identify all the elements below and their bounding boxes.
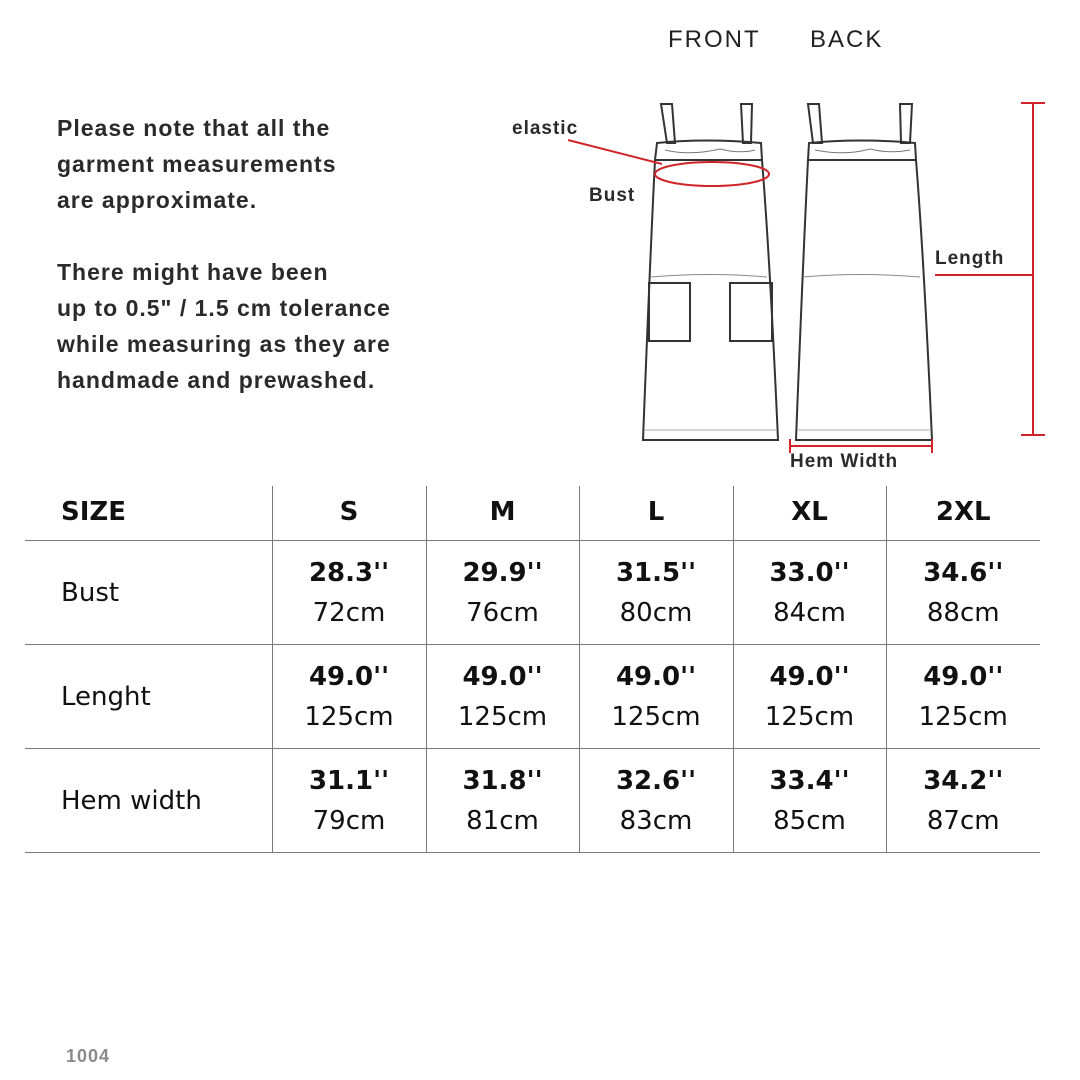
table-cell [579, 541, 733, 645]
back-label: BACK [810, 26, 884, 53]
header-size: SIZE [61, 497, 127, 527]
note-tolerance: There might have been up to 0.5" / 1.5 cm tolerance while measuring as they are handmade and prewashed. [57, 259, 391, 393]
hem-width-label: Hem Width [790, 451, 899, 472]
value-cm: 125cm [457, 701, 548, 732]
product-code: 1004 [66, 1046, 111, 1066]
value-inch: 28.3'' [308, 557, 390, 588]
elastic-label: elastic [512, 118, 579, 139]
size-chart-table [25, 486, 1040, 853]
value-inch: 31.1'' [308, 765, 390, 796]
value-cm: 79cm [312, 805, 386, 836]
bust-label: Bust [589, 185, 636, 206]
table-cell [733, 541, 886, 645]
table-cell [886, 645, 1040, 749]
value-cm: 85cm [773, 805, 846, 836]
value-cm: 84cm [773, 597, 846, 628]
value-inch: 49.0'' [308, 661, 390, 692]
value-cm: 87cm [926, 805, 1000, 836]
table-row-bust [25, 541, 1040, 645]
header-2xl: 2XL [886, 486, 1040, 541]
value-inch: 34.2'' [923, 765, 1004, 796]
table-cell [272, 541, 426, 645]
table-cell [426, 645, 579, 749]
value-inch: 49.0'' [923, 661, 1004, 692]
table-cell [733, 749, 886, 853]
header-l: L [579, 486, 733, 541]
value-inch: 49.0'' [462, 661, 543, 692]
table-cell [426, 749, 579, 853]
value-cm: 83cm [619, 805, 693, 836]
value-cm: 125cm [611, 701, 701, 732]
value-cm: 81cm [466, 805, 539, 836]
back-dress-drawing [796, 104, 932, 440]
table-cell [272, 749, 426, 853]
row-label: Bust [25, 541, 272, 645]
elastic-pointer [568, 140, 662, 164]
value-inch: 33.0'' [769, 557, 850, 588]
measurement-indicators [568, 103, 1045, 453]
value-cm: 80cm [619, 597, 693, 628]
value-inch: 49.0'' [615, 661, 697, 692]
value-inch: 32.6'' [615, 765, 697, 796]
value-inch: 49.0'' [769, 661, 850, 692]
value-inch: 31.8'' [462, 765, 543, 796]
table-cell [886, 541, 1040, 645]
value-cm: 125cm [918, 701, 1008, 732]
table-cell [733, 645, 886, 749]
table-cell [426, 541, 579, 645]
table-cell [579, 749, 733, 853]
value-inch: 29.9'' [462, 557, 543, 588]
table-cell [579, 645, 733, 749]
table-header-row [25, 486, 1040, 541]
row-label: Hem width [25, 749, 272, 853]
row-label: Lenght [25, 645, 272, 749]
note-approximate: Please note that all the garment measurements are approximate. [57, 115, 337, 213]
value-cm: 125cm [304, 701, 394, 732]
header-xl: XL [733, 486, 886, 541]
front-dress-drawing [643, 104, 778, 440]
value-inch: 34.6'' [923, 557, 1004, 588]
value-cm: 88cm [926, 597, 1000, 628]
header-s: S [272, 486, 426, 541]
value-inch: 31.5'' [615, 557, 697, 588]
table-cell [272, 645, 426, 749]
table-cell [886, 749, 1040, 853]
front-label: FRONT [668, 26, 761, 53]
value-cm: 76cm [466, 597, 539, 628]
table-row-length [25, 645, 1040, 749]
value-inch: 33.4'' [769, 765, 850, 796]
value-cm: 72cm [312, 597, 386, 628]
bust-ellipse [655, 162, 769, 186]
dress-diagram [0, 0, 1080, 480]
header-m: M [426, 486, 579, 541]
length-label: Length [935, 248, 1005, 269]
value-cm: 125cm [764, 701, 855, 732]
table-row-hem-width [25, 749, 1040, 853]
